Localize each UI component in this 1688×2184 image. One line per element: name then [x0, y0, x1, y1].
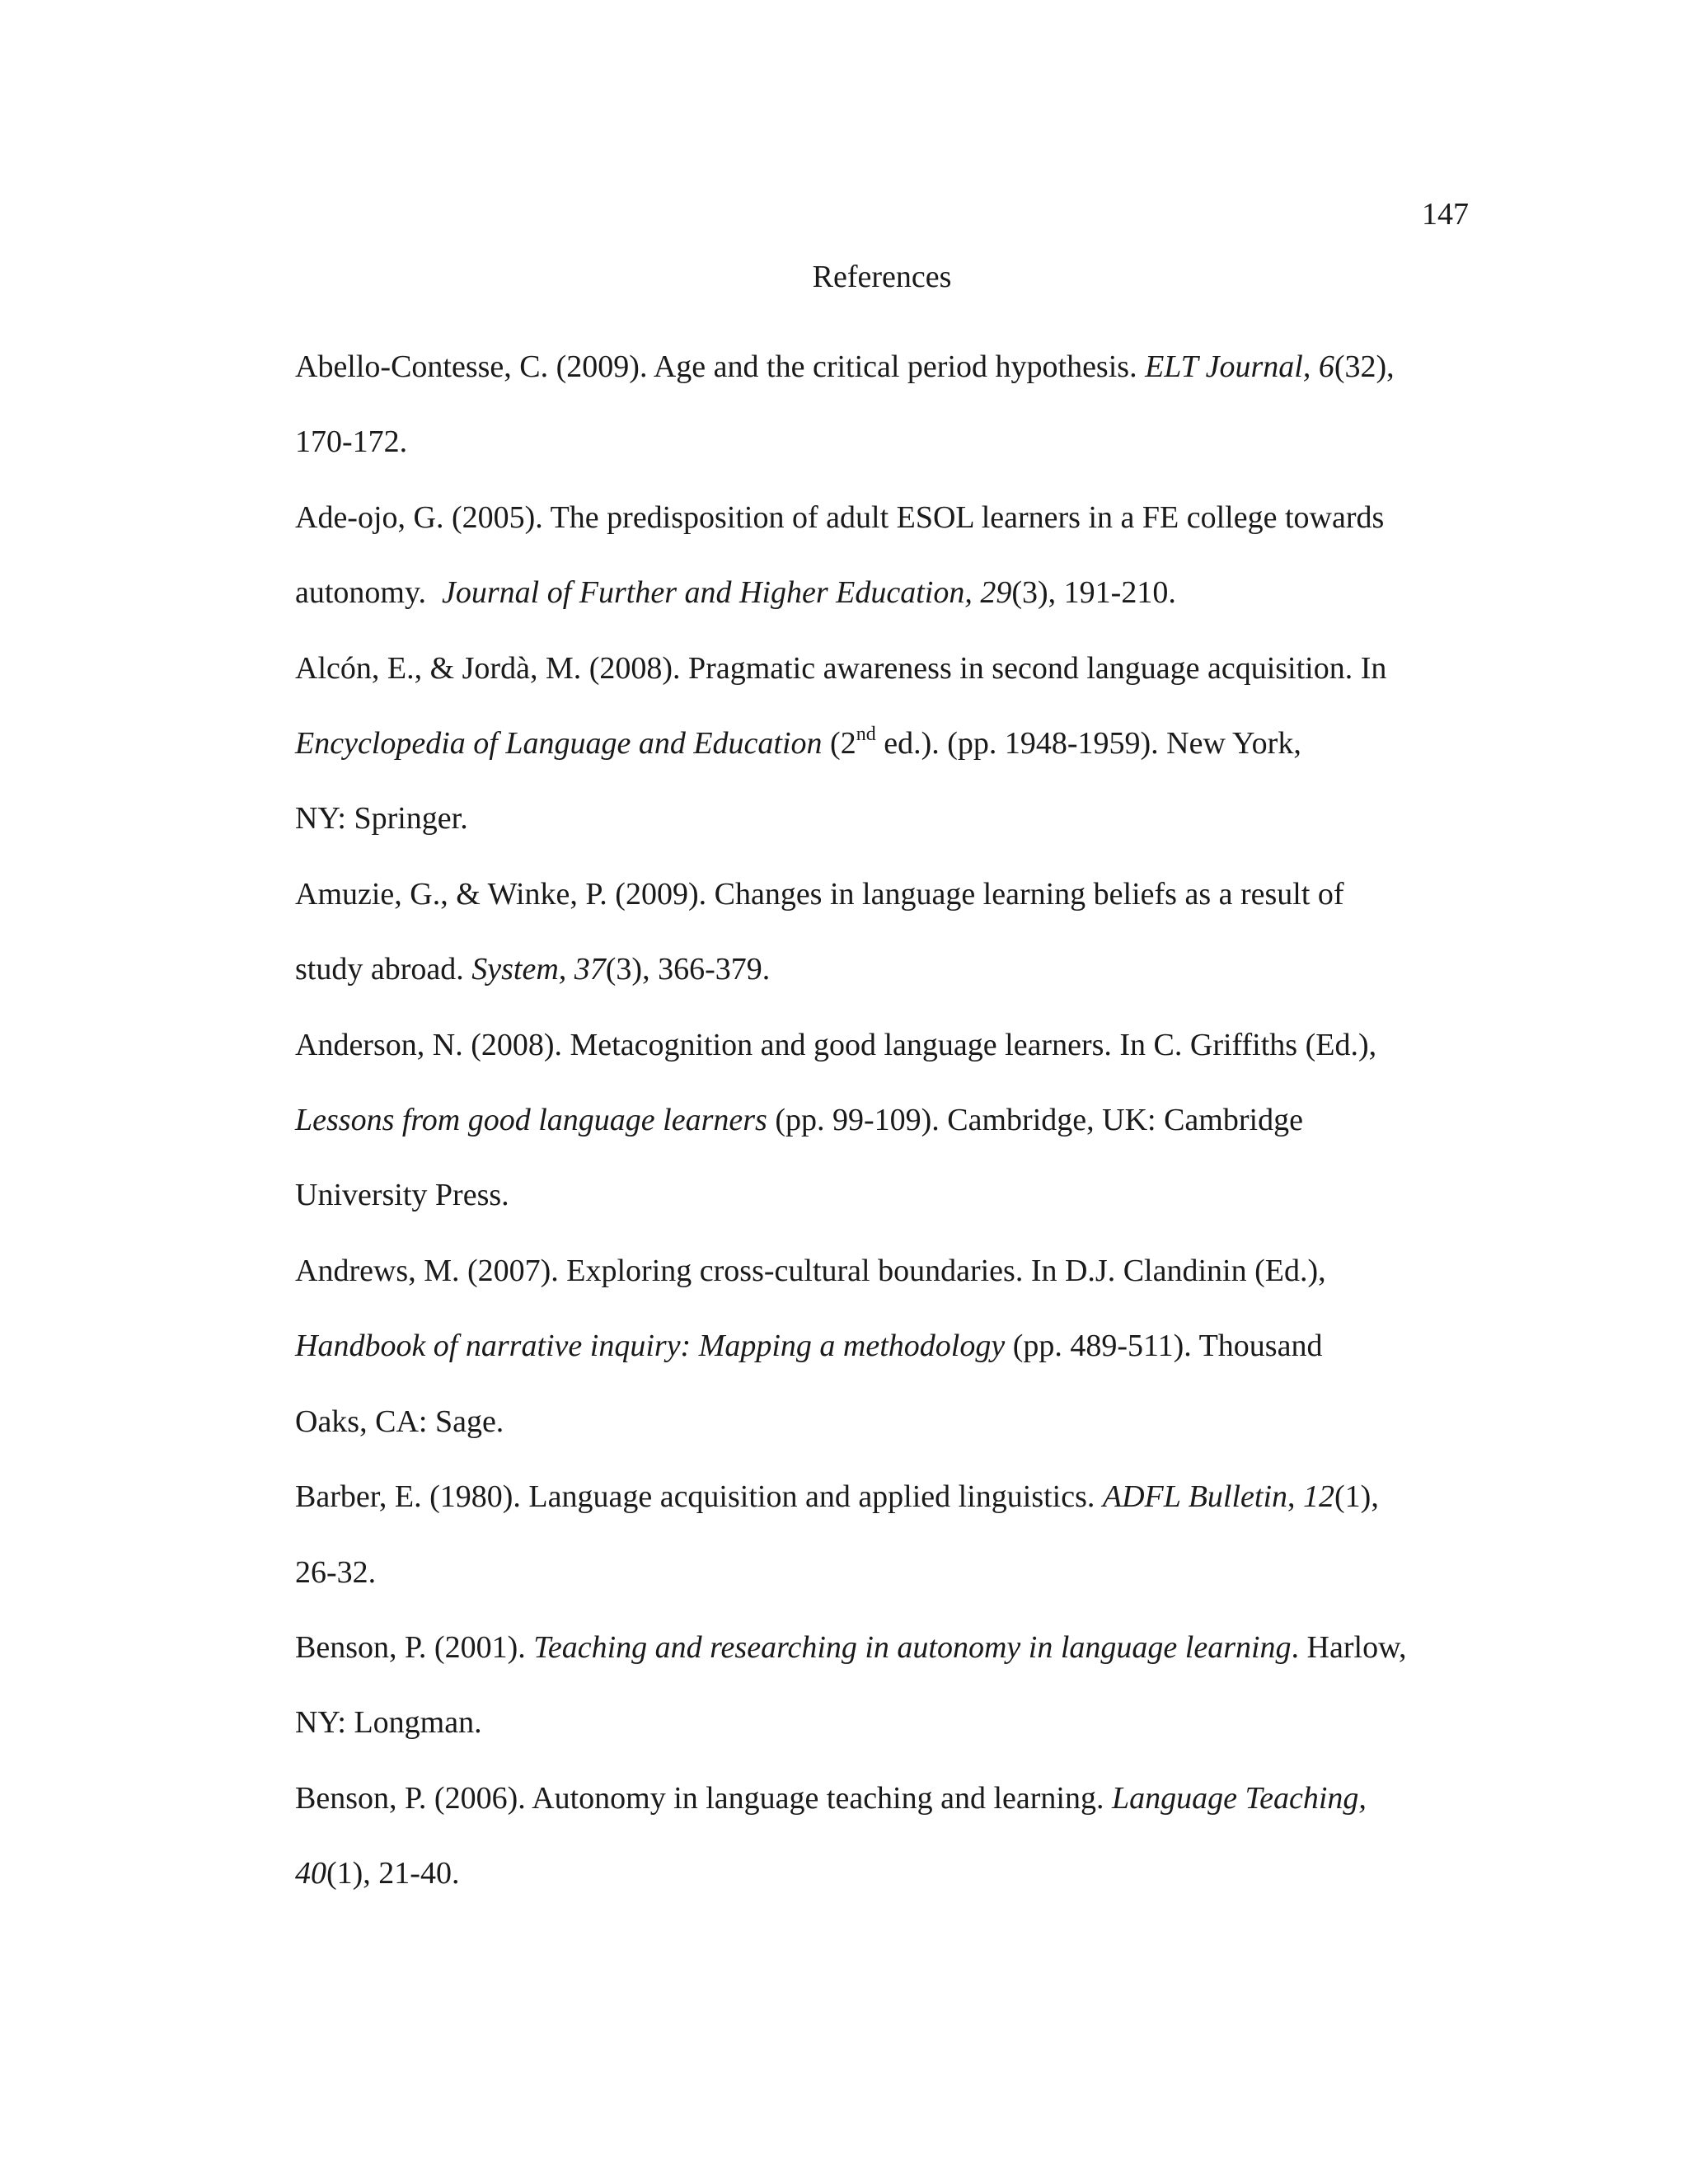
journal-title: Language Teaching,: [1112, 1780, 1367, 1816]
reference-list: [295, 330, 1482, 1912]
reference-line: [295, 1234, 1482, 1309]
reference-text: Andrews, M. (2007). Exploring cross-cultural boundaries. In D.J. Clandinin (Ed.),: [295, 1253, 1326, 1288]
journal-title: System, 37: [471, 952, 606, 987]
reference-text: Ade-ojo, G. (2005). The predisposition of adult ESOL learners in a FE college towards: [295, 499, 1385, 535]
reference-text: NY: Longman.: [295, 1705, 482, 1741]
journal-title: ADFL Bulletin: [1102, 1479, 1288, 1515]
reference-line: [295, 781, 1482, 856]
reference-text: study abroad.: [295, 952, 472, 987]
book-title: Encyclopedia of Language and Education: [295, 726, 823, 762]
reference-line: [295, 1158, 1482, 1233]
book-title: Handbook of narrative inquiry: Mapping a methodology: [295, 1329, 1006, 1364]
reference-line: [295, 555, 1482, 630]
reference-text: Alcón, E., & Jordà, M. (2008). Pragmatic awareness in second language acquisition. In: [295, 650, 1387, 686]
reference-text: 26-32.: [295, 1554, 377, 1590]
reference-line: [295, 1535, 1482, 1610]
volume-number: 40: [295, 1856, 326, 1891]
reference-text: Amuzie, G., & Winke, P. (2009). Changes in language learning beliefs as a result of: [295, 876, 1344, 912]
book-title: Teaching and researching in autonomy in language learning: [533, 1629, 1292, 1665]
reference-entry: [295, 330, 1482, 480]
page-number: 147: [1422, 197, 1469, 232]
reference-text: Anderson, N. (2008). Metacognition and good language learners. In C. Griffiths (Ed.),: [295, 1027, 1377, 1062]
book-title: Lessons from good language learners: [295, 1103, 767, 1138]
superscript: nd: [856, 724, 876, 746]
reference-text: . Harlow,: [1291, 1629, 1407, 1665]
reference-text: Benson, P. (2006). Autonomy in language teaching and learning.: [295, 1780, 1112, 1816]
reference-line: [295, 405, 1482, 480]
reference-text: (1),: [1334, 1479, 1379, 1515]
reference-line: [295, 1761, 1482, 1836]
reference-text: (pp. 489-511). Thousand: [1005, 1329, 1323, 1364]
journal-title: Journal of Further and Higher Education, 29: [442, 575, 1012, 611]
reference-text: (pp. 99-109). Cambridge, UK: Cambridge: [767, 1103, 1303, 1138]
reference-line: [295, 1610, 1482, 1685]
reference-text: Oaks, CA: Sage.: [295, 1404, 504, 1439]
reference-entry: [295, 857, 1482, 1008]
journal-title: ELT Journal, 6: [1145, 349, 1334, 384]
reference-line: [295, 1008, 1482, 1083]
references-heading: References: [812, 260, 952, 294]
reference-entry: [295, 1761, 1482, 1912]
reference-entry: [295, 480, 1482, 631]
reference-text: Barber, E. (1980). Language acquisition and applied linguistics.: [295, 1479, 1103, 1515]
reference-line: [295, 1460, 1482, 1535]
reference-line: [295, 857, 1482, 932]
reference-line: [295, 1385, 1482, 1460]
reference-line: [295, 932, 1482, 1007]
reference-entry: [295, 1008, 1482, 1234]
reference-line: [295, 1309, 1482, 1384]
reference-line: [295, 1836, 1482, 1911]
reference-text: NY: Springer.: [295, 801, 468, 837]
reference-entry: [295, 1234, 1482, 1460]
reference-entry: [295, 1460, 1482, 1610]
reference-line: [295, 1685, 1482, 1760]
reference-line: [295, 706, 1482, 781]
reference-text: University Press.: [295, 1178, 509, 1213]
reference-line: [295, 480, 1482, 555]
reference-text: (2: [822, 726, 856, 762]
reference-text: Benson, P. (2001).: [295, 1629, 534, 1665]
reference-line: [295, 1083, 1482, 1158]
reference-entry: [295, 631, 1482, 857]
reference-text: ed.). (pp. 1948-1959). New York,: [875, 726, 1301, 762]
volume-number: 12: [1303, 1479, 1335, 1515]
reference-entry: [295, 1610, 1482, 1761]
reference-text: (3), 366-379.: [605, 952, 771, 987]
reference-text: 170-172.: [295, 424, 408, 460]
reference-text: (3), 191-210.: [1011, 575, 1176, 611]
reference-text: (32),: [1334, 349, 1395, 384]
reference-text: ,: [1287, 1479, 1304, 1515]
reference-line: [295, 330, 1482, 405]
reference-text: autonomy.: [295, 575, 443, 611]
reference-text: Abello-Contesse, C. (2009). Age and the critical period hypothesis.: [295, 349, 1146, 384]
reference-text: (1), 21-40.: [326, 1856, 460, 1891]
reference-line: [295, 631, 1482, 706]
